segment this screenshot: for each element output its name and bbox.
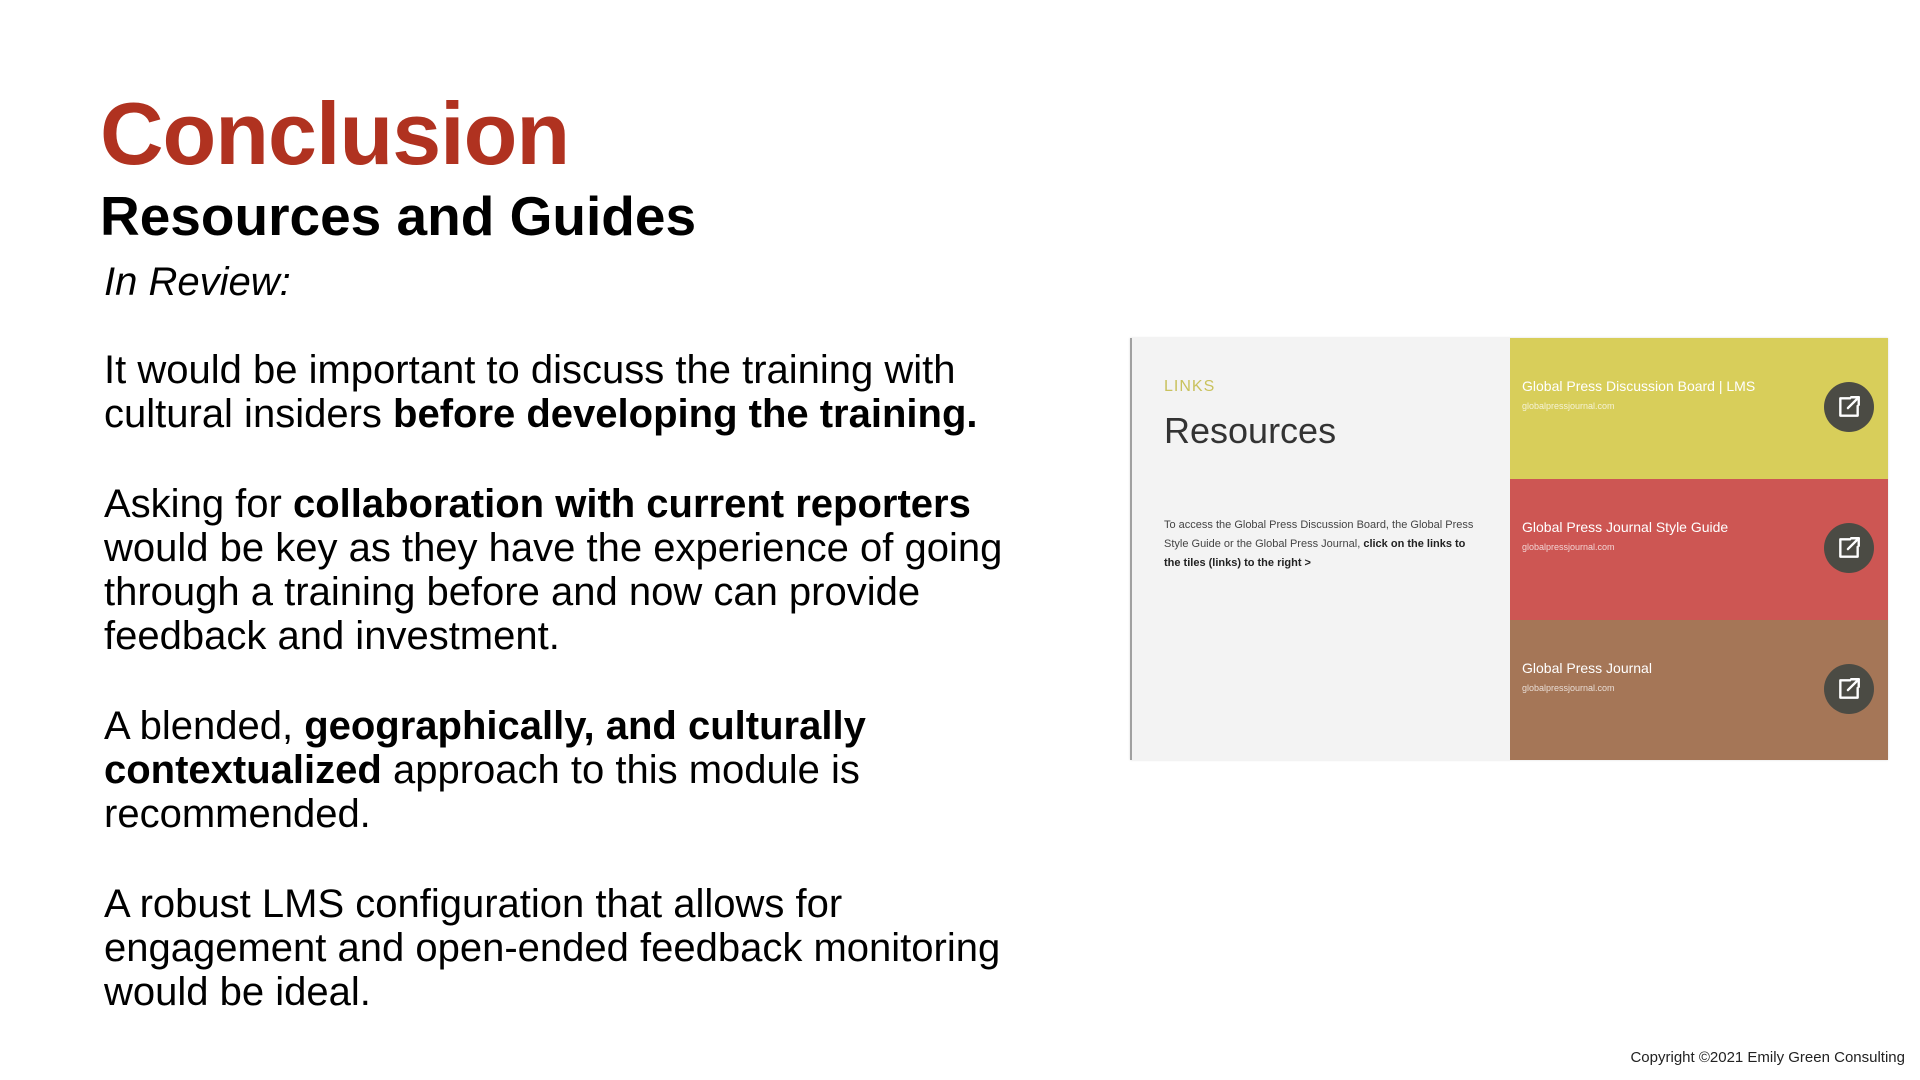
paragraph-text: approach to this module is recommended. [104,748,860,836]
review-paragraphs [104,348,1044,1060]
external-link-icon[interactable] [1824,664,1874,714]
copyright-notice: Copyright ©2021 Emily Green Consulting [1630,1049,1905,1066]
paragraph-text: Asking for [104,482,293,526]
tile-style-guide[interactable] [1510,479,1888,620]
description-text: To access the Global Press Discussion Board, the Global Press Style Guide or the Global Press Journal, [1164,519,1474,550]
review-paragraph [104,882,1044,1014]
tile-url[interactable]: globalpressjournal.com [1522,401,1615,411]
resources-embed [1130,338,1888,760]
paragraph-text: A blended, [104,704,305,748]
emphasis-text: geographically, and culturally contextualized [104,704,866,792]
review-paragraph [104,348,1044,436]
in-review-label: In Review: [104,260,291,304]
links-label: LINKS [1164,378,1216,395]
tile-url[interactable]: globalpressjournal.com [1522,683,1615,693]
tile-title[interactable]: Global Press Journal Style Guide [1522,519,1729,535]
resources-description [1164,516,1484,573]
paragraph-text: would be key as they have the experience of going through a training before and now can provide feedback and investment. [104,526,1003,658]
slide-title: Conclusion [100,84,570,183]
resources-heading: Resources [1164,410,1337,451]
slide-subtitle: Resources and Guides [100,185,697,247]
resources-info-panel [1132,338,1510,760]
external-link-icon[interactable] [1824,382,1874,432]
emphasis-text: collaboration with current reporters [292,482,971,526]
paragraph-text: It would be important to discuss the training with cultural insiders [104,348,956,436]
emphasis-text: before developing the training. [393,392,978,436]
review-paragraph [104,482,1044,658]
tile-title[interactable]: Global Press Discussion Board | LMS [1522,378,1756,394]
link-tiles [1510,338,1888,760]
tile-url[interactable]: globalpressjournal.com [1522,542,1615,552]
paragraph-text: A robust LMS configuration that allows for engagement and open-ended feedback monitoring would be ideal. [104,882,1001,1014]
tile-title[interactable]: Global Press Journal [1522,660,1652,676]
tile-discussion-board[interactable] [1510,338,1888,479]
external-link-icon[interactable] [1824,523,1874,573]
tile-global-press-journal[interactable] [1510,620,1888,760]
description-instruction: click on the links to the tiles (links) to the right > [1164,538,1466,569]
review-paragraph [104,704,1044,836]
